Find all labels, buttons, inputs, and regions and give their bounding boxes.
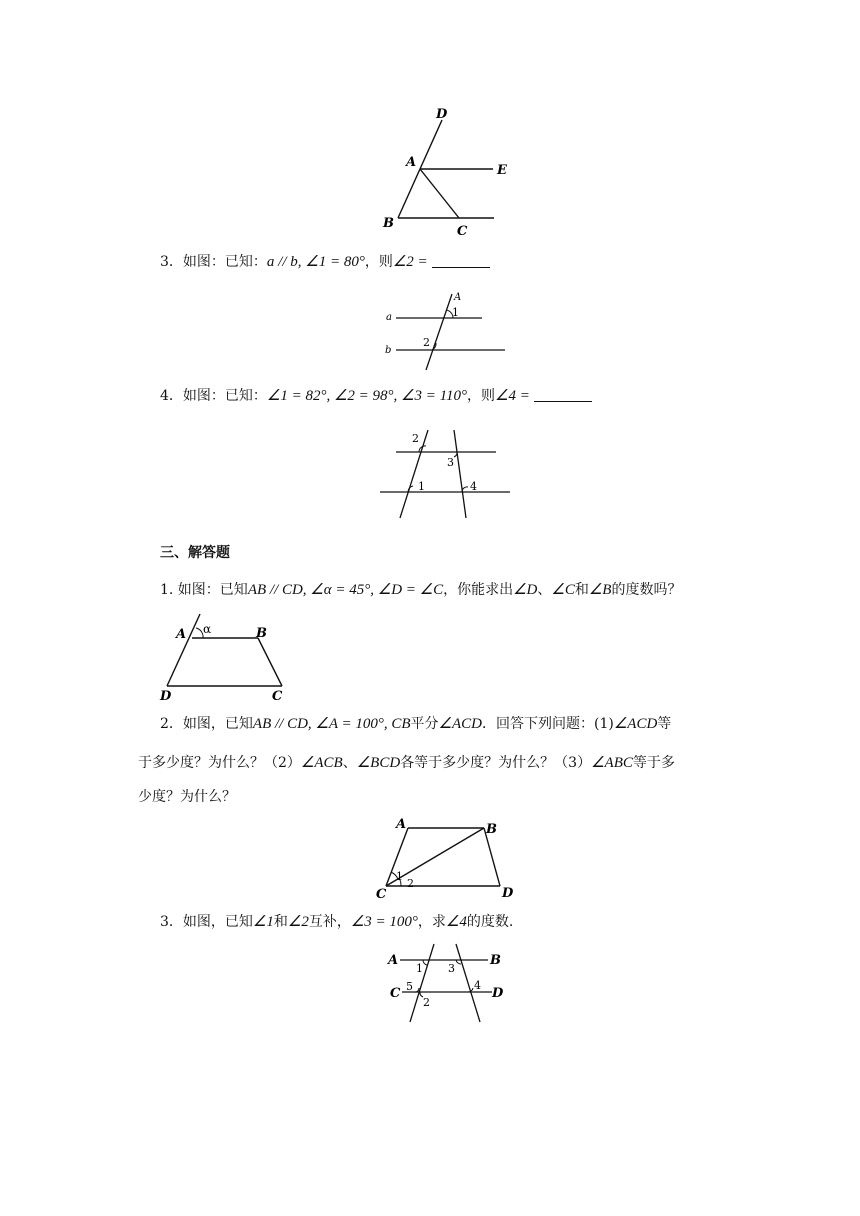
angle-2-label: 2 bbox=[407, 877, 414, 890]
angle-2-label: 2 bbox=[423, 996, 430, 1009]
label-D: D bbox=[160, 689, 172, 704]
figure-trapezoid-alpha bbox=[158, 610, 290, 702]
angle-5-label: 5 bbox=[406, 980, 413, 993]
answer-blank-q4[interactable] bbox=[534, 387, 592, 402]
figure-four-angles bbox=[378, 426, 514, 522]
label-A: A bbox=[176, 627, 187, 642]
figure-five-angles bbox=[384, 942, 508, 1024]
figure-triangle-parallel bbox=[370, 100, 530, 240]
label-D: D bbox=[502, 886, 514, 901]
angle-3-label: 3 bbox=[448, 962, 455, 975]
label-B: B bbox=[383, 216, 394, 231]
label-B: B bbox=[256, 626, 267, 641]
solve-problem-2-line-2: 于多少度？为什么？（2）∠ACB、∠BCD各等于多少度？为什么？（3）∠ABC等于多 bbox=[138, 755, 675, 771]
label-C: C bbox=[457, 224, 468, 239]
label-C: C bbox=[272, 689, 283, 704]
figure-trapezoid-diagonal bbox=[374, 814, 520, 902]
angle-1-label: 1 bbox=[418, 480, 425, 493]
angle-4-label: 4 bbox=[470, 480, 477, 493]
label-E: E bbox=[497, 163, 507, 178]
label-D: D bbox=[436, 107, 448, 122]
angle-2-label: 2 bbox=[423, 336, 430, 349]
label-C: C bbox=[390, 986, 401, 1001]
solve-problem-1: 1. 如图：已知AB // CD, ∠α = 45°, ∠D = ∠C，你能求出∠D、∠C和∠B的度数吗？ bbox=[160, 582, 682, 598]
fill-in-question-4: 4．如图：已知：∠1 = 82°, ∠2 = 98°, ∠3 = 110°，则∠4 = bbox=[160, 386, 592, 406]
answer-blank-q3[interactable] bbox=[432, 253, 490, 268]
fill-in-question-3: 3．如图：已知：a // b, ∠1 = 80°，则∠2 = bbox=[160, 252, 490, 272]
angle-1-label: 1 bbox=[452, 306, 459, 319]
label-A: A bbox=[406, 155, 417, 170]
label-B: B bbox=[486, 822, 497, 837]
label-A: A bbox=[454, 292, 462, 303]
label-C: C bbox=[376, 887, 387, 902]
figure-parallel-a-b bbox=[380, 288, 520, 370]
angle-4-label: 4 bbox=[474, 979, 481, 992]
label-D: D bbox=[492, 986, 504, 1001]
solve-problem-2-line-1: 2．如图，已知AB // CD, ∠A = 100°, CB平分∠ACD．回答下列问题：(1)∠ACD等 bbox=[160, 716, 672, 732]
label-A: A bbox=[396, 817, 407, 832]
label-a: a bbox=[386, 312, 392, 323]
solve-problem-3: 3．如图，已知∠1和∠2互补，∠3 = 100°，求∠4的度数. bbox=[160, 914, 514, 930]
angle-3-label: 3 bbox=[447, 456, 454, 469]
angle-1-label: 1 bbox=[416, 962, 423, 975]
label-alpha: α bbox=[203, 622, 212, 636]
label-B: B bbox=[490, 953, 501, 968]
angle-2-label: 2 bbox=[412, 432, 419, 445]
label-b: b bbox=[385, 345, 392, 356]
label-A: A bbox=[388, 953, 399, 968]
solve-problem-2-line-3: 少度？为什么？ bbox=[138, 789, 236, 805]
angle-1-label: 1 bbox=[396, 870, 403, 883]
section-heading-solve: 三、解答题 bbox=[160, 545, 230, 561]
